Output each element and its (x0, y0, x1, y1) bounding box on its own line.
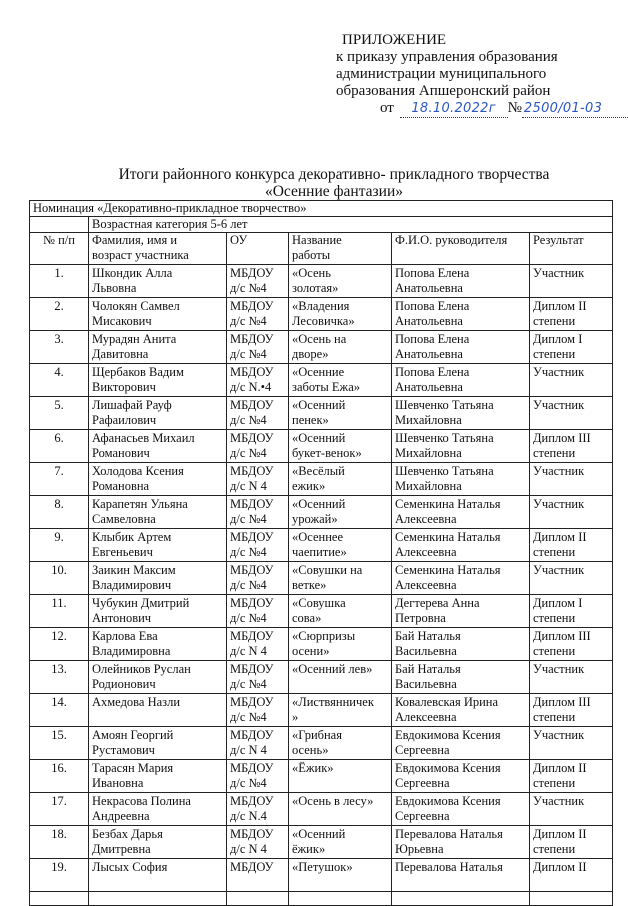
cell-result: Участник (530, 562, 613, 595)
table-row (30, 859, 613, 892)
cell-num: 10. (30, 562, 89, 595)
cell-work-title: «Весёлый ежик» (289, 463, 392, 496)
cell-result: Диплом III степени (530, 430, 613, 463)
cell-result: Участник (530, 397, 613, 430)
cell-participant: Чубукин Дмитрий Антонович (89, 595, 227, 628)
cell-num: 18. (30, 826, 89, 859)
nomination-row (30, 201, 613, 217)
cell-institution: МБДОУ д/с №4 (227, 529, 289, 562)
cell-num: 6. (30, 430, 89, 463)
cell-result: Диплом II степени (530, 826, 613, 859)
cell-work-title: «Грибная осень» (289, 727, 392, 760)
cell-leader: Шевченко Татьяна Михайловна (392, 430, 530, 463)
table-row (30, 760, 613, 793)
handwritten-date: 18.10.2022г (411, 101, 496, 116)
cell-result: Диплом II степени (530, 760, 613, 793)
cell-participant: Чолокян Самвел Мисакович (89, 298, 227, 331)
cell-leader: Перевалова Наталья Юрьевна (392, 826, 530, 859)
column-header-row (30, 233, 613, 265)
cell-leader: Евдокимова Ксения Сергеевна (392, 727, 530, 760)
cell-num: 5. (30, 397, 89, 430)
cell-participant: Лысых София (89, 859, 227, 892)
cell-institution: МБДОУ д/с N 4 (227, 727, 289, 760)
cell-participant: Шкондик Алла Львовна (89, 265, 227, 298)
cell-participant: Амоян Георгий Рустамович (89, 727, 227, 760)
title-line-1: Итоги районного конкурса декоративно- прикладного творчества (118, 166, 550, 183)
cell-participant: Холодова Ксения Романовна (89, 463, 227, 496)
cell-leader: Дегтерева Анна Петровна (392, 595, 530, 628)
empty-cell (30, 217, 89, 233)
table-row (30, 331, 613, 364)
column-header-leader: Ф.И.О. руководителя (392, 233, 530, 265)
age-category-row (30, 217, 613, 233)
cell-participant: Клыбик Артем Евгеньевич (89, 529, 227, 562)
cell-leader: Бай Наталья Васильевна (392, 628, 530, 661)
cell-institution: МБДОУ (227, 859, 289, 892)
header-line: администрации муниципального (336, 66, 547, 82)
cell-institution: МБДОУ д/с №4 (227, 562, 289, 595)
cell-work-title: «Сюрпризы осени» (289, 628, 392, 661)
table-row (30, 496, 613, 529)
document-title (0, 166, 628, 200)
cell-institution: МБДОУ д/с N.•4 (227, 364, 289, 397)
table-row (30, 298, 613, 331)
cell-result: Участник (530, 265, 613, 298)
cell-work-title: «Совушка сова» (289, 595, 392, 628)
cell-work-title: «Совушки на ветке» (289, 562, 392, 595)
cell-participant: Афанасьев Михаил Романович (89, 430, 227, 463)
cell-result: Диплом I степени (530, 331, 613, 364)
cell-num: 8. (30, 496, 89, 529)
cell-institution: МБДОУ д/с №4 (227, 265, 289, 298)
cell-work-title: «Осень на дворе» (289, 331, 392, 364)
cell-result: Диплом II (530, 859, 613, 892)
cell-work-title: «Осенний лев» (289, 661, 392, 694)
cell-leader: Шевченко Татьяна Михайловна (392, 397, 530, 430)
table-row (30, 595, 613, 628)
cell-work-title: «Ёжик» (289, 760, 392, 793)
cell-participant: Карапетян Ульяна Самвеловна (89, 496, 227, 529)
cell-institution: МБДОУ д/с №4 (227, 430, 289, 463)
cell-leader: Семенкина Наталья Алексеевна (392, 496, 530, 529)
header-line: к приказу управления образования (336, 49, 558, 65)
appendix-title: ПРИЛОЖЕНИЕ (342, 32, 447, 48)
cell-result: Участник (530, 727, 613, 760)
cell-work-title: «Владения Лесовичка» (289, 298, 392, 331)
cell-participant: Тарасян Мария Ивановна (89, 760, 227, 793)
column-header-num: № п/п (30, 233, 89, 265)
cell-institution: МБДОУ д/с N 4 (227, 826, 289, 859)
cell-work-title: «Осень в лесу» (289, 793, 392, 826)
cell-leader: Попова Елена Анатольевна (392, 265, 530, 298)
cell-num: 11. (30, 595, 89, 628)
cell-institution: МБДОУ д/с №4 (227, 496, 289, 529)
cell-leader: Евдокимова Ксения Сергеевна (392, 793, 530, 826)
results-table (29, 200, 613, 906)
cell-participant: Ахмедова Назли (89, 694, 227, 727)
table-row (30, 265, 613, 298)
handwritten-number: 2500/01-03 (523, 101, 603, 116)
column-header-result: Результат (530, 233, 613, 265)
cell-leader: Попова Елена Анатольевна (392, 331, 530, 364)
cell-result: Диплом II степени (530, 529, 613, 562)
cell-institution: МБДОУ д/с №4 (227, 661, 289, 694)
cell-institution: МБДОУ д/с N 4 (227, 628, 289, 661)
cell-num: 1. (30, 265, 89, 298)
cell-participant: Карлова Ева Владимировна (89, 628, 227, 661)
table-row (30, 364, 613, 397)
cell-result: Участник (530, 661, 613, 694)
cell-participant: Некрасова Полина Андреевна (89, 793, 227, 826)
table-row (30, 529, 613, 562)
column-header-work: Название работы (289, 233, 392, 265)
title-line-2: «Осенние фантазии» (264, 183, 404, 200)
table-row (30, 694, 613, 727)
cell-institution: МБДОУ д/с N 4 (227, 463, 289, 496)
column-header-ou: ОУ (227, 233, 289, 265)
number-label: № (507, 100, 522, 116)
from-label: от (380, 100, 394, 116)
table-row (30, 463, 613, 496)
order-header (336, 32, 621, 122)
cell-institution: МБДОУ д/с №4 (227, 298, 289, 331)
cell-work-title: «Петушок» (289, 859, 392, 892)
cell-num: 9. (30, 529, 89, 562)
table-row (30, 562, 613, 595)
cell-work-title: «Осень золотая» (289, 265, 392, 298)
cell-result: Диплом II степени (530, 298, 613, 331)
nomination-cell: Номинация «Декоративно-прикладное творчество» (30, 201, 613, 217)
cell-institution: МБДОУ д/с №4 (227, 694, 289, 727)
cell-leader: Бай Наталья Васильевна (392, 661, 530, 694)
cell-leader: Попова Елена Анатольевна (392, 298, 530, 331)
cell-num: 4. (30, 364, 89, 397)
cell-participant: Мурадян Анита Давитовна (89, 331, 227, 364)
cell-leader: Семенкина Наталья Алексеевна (392, 562, 530, 595)
cell-work-title: «Листвянничек » (289, 694, 392, 727)
cell-result: Диплом III степени (530, 694, 613, 727)
cell-work-title: «Осенний ёжик» (289, 826, 392, 859)
table-row (30, 793, 613, 826)
order-date-number (336, 100, 621, 122)
cell-result: Диплом III степени (530, 628, 613, 661)
table-row (30, 430, 613, 463)
cell-leader: Евдокимова Ксения Сергеевна (392, 760, 530, 793)
column-header-name: Фамилия, имя и возраст участника (89, 233, 227, 265)
table-row (30, 826, 613, 859)
cell-result: Участник (530, 793, 613, 826)
cell-institution: МБДОУ д/с №4 (227, 331, 289, 364)
header-line: образования Апшеронский район (336, 83, 551, 99)
cell-leader: Шевченко Татьяна Михайловна (392, 463, 530, 496)
cell-num: 12. (30, 628, 89, 661)
cell-leader: Семенкина Наталья Алексеевна (392, 529, 530, 562)
cell-num: 15. (30, 727, 89, 760)
cell-leader: Перевалова Наталья (392, 859, 530, 892)
cell-institution: МБДОУ д/с №4 (227, 397, 289, 430)
table-row (30, 661, 613, 694)
cell-result: Участник (530, 364, 613, 397)
cell-result: Участник (530, 463, 613, 496)
cell-participant: Олейников Руслан Родионович (89, 661, 227, 694)
cell-participant: Безбах Дарья Дмитревна (89, 826, 227, 859)
cell-num: 13. (30, 661, 89, 694)
cell-work-title: «Осенний букет-венок» (289, 430, 392, 463)
cell-num: 3. (30, 331, 89, 364)
age-category-cell: Возрастная категория 5-6 лет (89, 217, 613, 233)
table-row (30, 397, 613, 430)
cell-work-title: «Осенние заботы Ежа» (289, 364, 392, 397)
cell-num: 19. (30, 859, 89, 892)
cell-num: 16. (30, 760, 89, 793)
cell-participant: Лишафай Рауф Рафаилович (89, 397, 227, 430)
cell-institution: МБДОУ д/с №4 (227, 595, 289, 628)
cell-num: 2. (30, 298, 89, 331)
cell-participant: Заикин Максим Владимирович (89, 562, 227, 595)
cell-leader: Попова Елена Анатольевна (392, 364, 530, 397)
cell-work-title: «Осенний урожай» (289, 496, 392, 529)
cell-result: Участник (530, 496, 613, 529)
cell-leader: Ковалевская Ирина Алексеевна (392, 694, 530, 727)
table-row (30, 727, 613, 760)
cell-num: 17. (30, 793, 89, 826)
cell-work-title: «Осеннее чаепитие» (289, 529, 392, 562)
table-row (30, 628, 613, 661)
cell-work-title: «Осенний пенек» (289, 397, 392, 430)
cell-num: 14. (30, 694, 89, 727)
cell-participant: Щербаков Вадим Викторович (89, 364, 227, 397)
cell-result: Диплом I степени (530, 595, 613, 628)
cell-institution: МБДОУ д/с N.4 (227, 793, 289, 826)
cell-institution: МБДОУ д/с №4 (227, 760, 289, 793)
cell-num: 7. (30, 463, 89, 496)
